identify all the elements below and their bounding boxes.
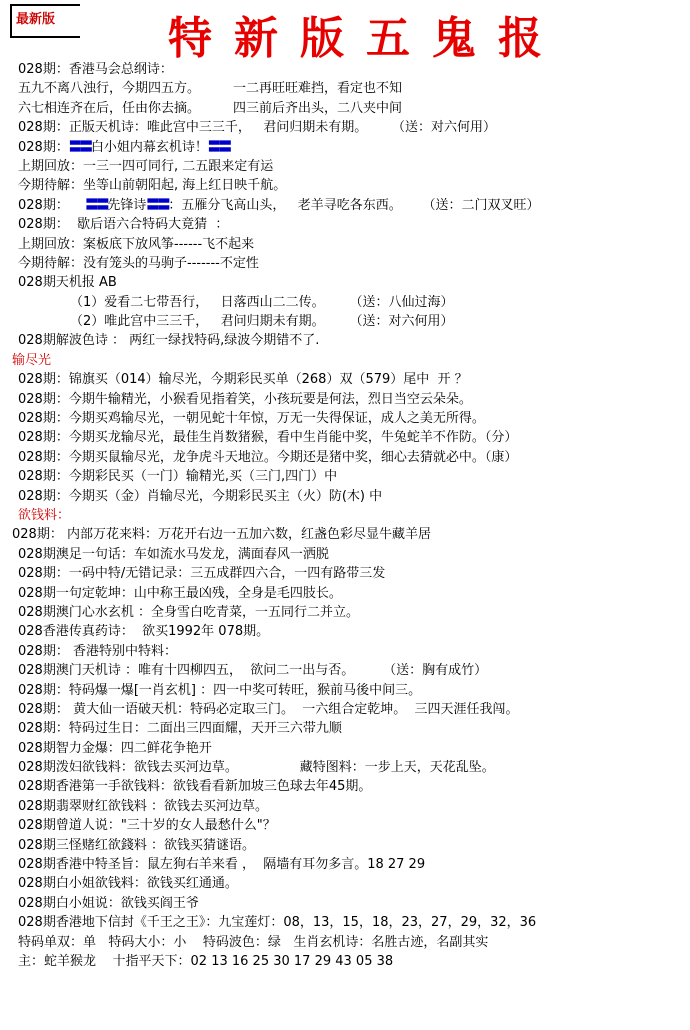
decorative-bars: 〓〓 (207, 139, 230, 155)
text-line: 028期： 黄大仙一语破天机：特码必定取三门。 一六组合定乾坤。 三四天涯任我闯。 (18, 701, 519, 717)
text-line: 028期澳门心水玄机 ：全身雪白吃青菜，一五同行二并立。 (18, 604, 359, 620)
text-line: 028期白小姐欲钱料：欲钱买红通通。 (18, 876, 238, 892)
text-line: 028期： 香港特别中特料： (18, 643, 177, 659)
text-line: 今期待解：坐等山前朝阳起, 海上红日映千航。 (18, 178, 287, 194)
edition-badge: 最新版 (16, 12, 56, 27)
text-line: （2）唯此宫中三三千， 君问归期未有期。 （送：对六何用） (70, 314, 454, 330)
document-body (0, 60, 690, 971)
text-line: 028期香港中特圣旨：鼠左狗右羊来看 ， 隔墙有耳勿多言。18 27 29 (18, 857, 426, 873)
text-line: 028期香港第一手欲钱料：欲钱看看新加坡三色球去年45期。 (18, 779, 372, 795)
text-line: 028期：今期牛输精光，小猴看见指着笑，小孩玩要是何法，烈日当空云朵朵。 (18, 391, 472, 407)
text-line: 028期泼妇欲钱料：欲钱去买河边草。 藏特图料：一步上天，天花乱坠。 (18, 760, 495, 776)
text-line (0, 138, 690, 157)
text-line: 028期：今期买龙输尽光，最佳生肖数猪猴，看中生肖能中奖，牛兔蛇羊不作防。（分） (18, 430, 518, 446)
text-line: 028期：特码爆一爆[一肖玄机] ：四一中奖可转旺，猴前马後中间三。 (18, 682, 422, 698)
text-segment: 白小姐内幕玄机诗！ (90, 139, 208, 155)
text-segment: 028期： (18, 197, 86, 213)
text-line: 028期：一码中特/无错记录：三五成群四六合，一四有路带三发 (18, 566, 386, 582)
text-line: 五九不离八浊行，今期四五方。 一二再旺旺难挡，看定也不知 (18, 81, 403, 97)
text-line: 028期：正版天机诗：唯此宫中三三千， 君问归期未有期。 （送：对六何用） (18, 120, 497, 136)
text-segment: 028期： (18, 139, 69, 155)
section-heading: 输尽光 (12, 352, 52, 368)
text-line (0, 196, 690, 215)
decorative-bars: 〓〓 (68, 139, 91, 155)
text-segment: ：五雁分飞高山头， 老羊寻吃各东西。 （送：二门双叉旺） (168, 197, 540, 213)
text-line: 今期待解：没有笼头的马驹子-------不定性 (18, 255, 259, 271)
text-line: 六七相连齐在后，任由你去摘。 四三前后齐出头，二八夹中间 (18, 100, 403, 116)
text-line: 028期： 内部万花来料：万花开右边一五加六数，红盏色彩尽显牛藏羊居 (12, 527, 431, 543)
text-line: 028期：香港马会总纲诗： (18, 62, 173, 77)
text-line: 028期解波色诗 ： 两红一绿找特码,绿波今期错不了. (18, 333, 320, 349)
decorative-bars: 〓〓 (146, 197, 169, 213)
text-line: 028期澳门天机诗 ：唯有十四柳四五， 欲问二一出与否。 （送：胸有成竹） (18, 663, 488, 679)
page-header (0, 0, 690, 64)
text-line: 上期回放：一三一四可同行, 二五跟来定有运 (18, 158, 274, 174)
text-line: 028期：今期彩民买（一门）输精光,买（三门,四门）中 (18, 469, 338, 485)
text-line: 028期天机报 AB (18, 275, 117, 291)
text-line: 028期：今期买（金）肖输尽光，今期彩民买主（火）防(木) 中 (18, 488, 383, 504)
text-line: 028期翡翠财红欲钱料 ：欲钱去买河边草。 (18, 798, 268, 814)
text-line: 主：蛇羊猴龙 十指平天下：02 13 16 25 30 17 29 43 05 38 (18, 953, 394, 969)
text-line: 028期三怪赌红欲錢料 ：欲钱买猜谜语。 (18, 837, 255, 853)
text-line: 028期智力金爆：四二鲜花争艳开 (18, 740, 212, 756)
text-line: 028香港传真药诗： 欲买1992年 078期。 (18, 624, 270, 640)
text-line: 028期曾道人说："三十岁的女人最愁什么"？ (18, 818, 276, 834)
decorative-bars: 〓〓 (85, 197, 108, 213)
text-line: 上期回放：案板底下放风筝------飞不起来 (18, 236, 255, 252)
page-title: 特新版五鬼报 (168, 13, 564, 64)
text-line: 028期一句定乾坤：山中称王最凶残，全身是毛四肢长。 (18, 585, 342, 601)
text-line: 028期： 歇后语六合特码大竟猜 ： (18, 217, 229, 233)
text-line: 028期：今期买鼠输尽光，龙争虎斗天地泣。今期还是猪中奖，细心去猜就必中。（康） (18, 449, 518, 465)
text-segment: 先锋诗 (107, 197, 147, 213)
text-line: 028期白小姐说：欲钱买阎王爷 (18, 895, 199, 911)
text-line: 028期香港地下信封《千王之王》：九宝莲灯：08，13，15，18，23，27，29，32，36 (18, 915, 537, 931)
text-line: 028期：锦旗买（014）输尽光，今期彩民买单（268）双（579）尾中 开 ？ (18, 372, 468, 388)
text-line: （1）爱看二七带吾行， 日落西山二二传。 （送：八仙过海） (70, 294, 454, 310)
text-line: 028期澳足一句话：车如流水马发龙，满面春风一洒脱 (18, 546, 329, 562)
section-heading: 欲钱料： (18, 507, 71, 523)
text-line: 特码单双：单 特码大小：小 特码波色：绿 生肖玄机诗：名胜古迹，名副其实 (18, 934, 489, 950)
text-line: 028期：特码过生日：二面出三四面耀，天开三六带九顺 (18, 721, 342, 737)
text-line: 028期：今期买鸡输尽光，一朝见蛇十年惊，万无一失得保证，成人之美无所得。 (18, 411, 485, 427)
